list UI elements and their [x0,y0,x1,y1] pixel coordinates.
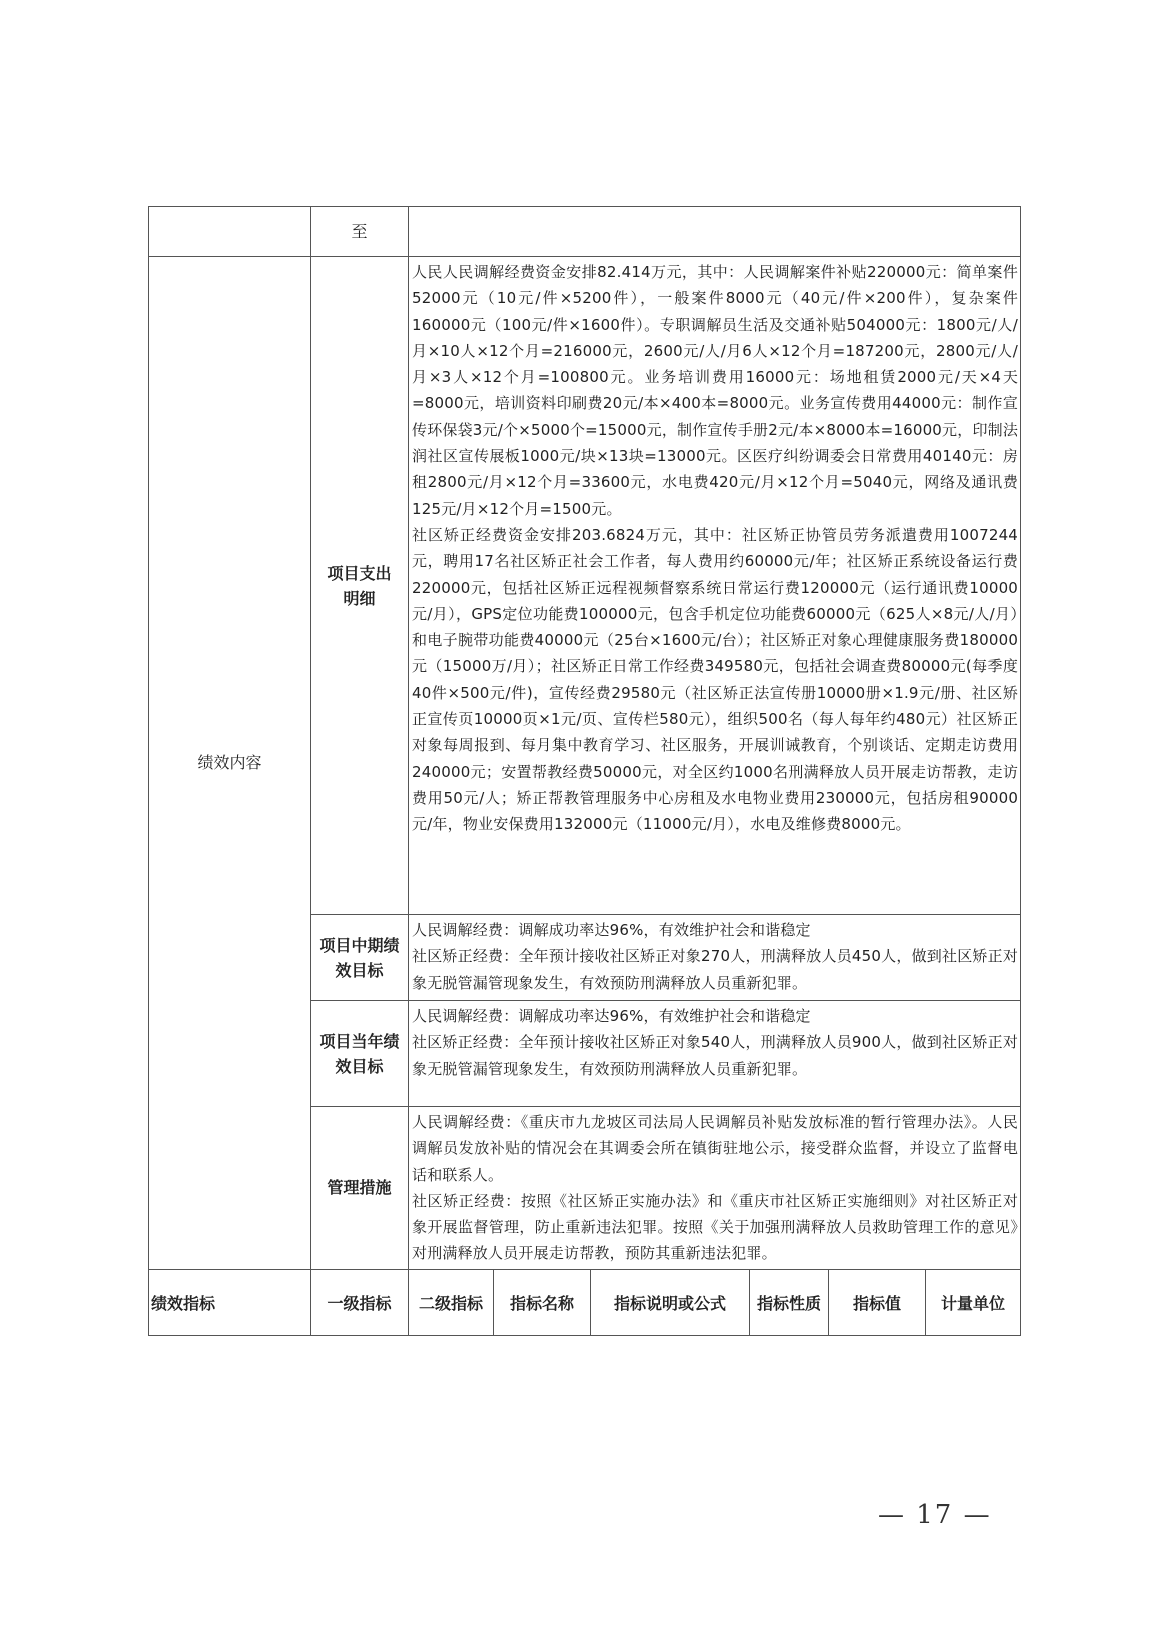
paragraph-correction: 社区矫正经费：全年预计接收社区矫正对象540人，刑满释放人员900人，做到社区矫正对象无脱管漏管现象发生，有效预防刑满释放人员重新犯罪。 [412,1033,1019,1078]
label-annual-goal [311,1001,409,1107]
label-expense-detail [311,257,409,915]
header-indicator-nature: 指标性质 [750,1269,829,1335]
label-text: 项目支出明细 [327,563,392,608]
header-indicator-name: 指标名称 [494,1269,591,1335]
label-text: 项目中期绩效目标 [319,935,400,980]
header-indicator-formula: 指标说明或公式 [591,1269,750,1335]
label-text: 项目当年绩效目标 [319,1031,400,1076]
paragraph-correction: 社区矫正经费：按照《社区矫正实施办法》和《重庆市社区矫正实施细则》对社区矫正对象开展监督管理，防止重新违法犯罪。按照《关于加强刑满释放人员救助管理工作的意见》对刑满释放人员开展走访帮教，预防其重新违法犯罪。 [412,1191,1019,1263]
paragraph-mediation: 人民人民调解经费资金安排82.414万元，其中：人民调解案件补贴220000元：简单案件52000元（10元/件×5200件），一般案件8000元（40元/件×200件），复杂案件160000元（100元/件×1600件）。专职调解员生活及交通补贴504000元：1800元/人/月×10人×12个月=216000元，2600元/人/月6人×12个月=187200元，2800元/人/月×3人×12个月=100800元。业务培训费用16000元：场地租赁2000元/天×4天=8000元，培训资料印刷费20元/本×400本=8000元。业务宣传费用44000元：制作宣传环保袋3元/个×5000个=15000元，制作宣传手册2元/本×8000本=16000元，印制法润社区宣传展板1000元/块×13块=13000元。区医疗纠纷调委会日常费用40140元：房租2800元/月×12个月=33600元，水电费420元/月×12个月=5040元，网络及通讯费125元/月×12个月=1500元。 [412,263,1019,518]
header-indicator-value: 指标值 [829,1269,926,1335]
expense-row [149,257,1021,915]
annual-goal-text [409,1001,1021,1107]
performance-form-table [148,206,1021,1336]
category-performance-content: 绩效内容 [149,257,311,1270]
category-performance-indicators: 绩效指标 [149,1269,311,1335]
empty-cell [409,207,1021,257]
header-level1: 一级指标 [311,1269,409,1335]
row-label-zhi: 至 [311,207,409,257]
midterm-goal-text [409,915,1021,1001]
top-row [149,207,1021,257]
indicator-header-row [149,1269,1021,1335]
paragraph-correction: 社区矫正经费：全年预计接收社区矫正对象270人，刑满释放人员450人，做到社区矫正对象无脱管漏管现象发生，有效预防刑满释放人员重新犯罪。 [412,947,1019,992]
paragraph-mediation: 人民调解经费：《重庆市九龙坡区司法局人民调解员补贴发放标准的暂行管理办法》。人民调解员发放补贴的情况会在其调委会所在镇街驻地公示，接受群众监督，并设立了监督电话和联系人。 [412,1113,1019,1184]
label-midterm-goal [311,915,409,1001]
header-level2: 二级指标 [409,1269,494,1335]
expense-detail-text [409,257,1021,915]
paragraph-correction: 社区矫正经费资金安排203.6824万元，其中：社区矫正协管员劳务派遣费用1007244元，聘用17名社区矫正社会工作者，每人费用约60000元/年；社区矫正系统设备运行费220000元，包括社区矫正远程视频督察系统日常运行费120000元（运行通讯费10000元/月），GPS定位功能费100000元，包含手机定位功能费60000元（625人×8元/人/月）和电子腕带功能费40000元（25台×1600元/台）；社区矫正对象心理健康服务费180000元（15000万/月）；社区矫正日常工作经费349580元，包括社会调查费80000元(每季度40件×500元/件)，宣传经费29580元（社区矫正法宣传册10000册×1.9元/册、社区矫正宣传页10000页×1元/页、宣传栏580元），组织500名（每人每年约480元）社区矫正对象每周报到、每月集中教育学习、社区服务，开展训诫教育，个别谈话、定期走访费用240000元；安置帮教经费50000元，对全区约1000名刑满释放人员开展走访帮教，走访费用50元/人；矫正帮教管理服务中心房租及水电物业费用230000元，包括房租90000元/年，物业安保费用132000元（11000元/月），水电及维修费8000元。 [412,525,1019,834]
paragraph-mediation: 人民调解经费：调解成功率达96%，有效维护社会和谐稳定 [412,921,811,939]
label-management-measures: 管理措施 [311,1107,409,1270]
empty-cell [149,207,311,257]
management-measures-text [409,1107,1021,1270]
paragraph-mediation: 人民调解经费：调解成功率达96%，有效维护社会和谐稳定 [412,1007,811,1025]
header-unit: 计量单位 [926,1269,1021,1335]
page-number: — 17 — [878,1500,992,1530]
